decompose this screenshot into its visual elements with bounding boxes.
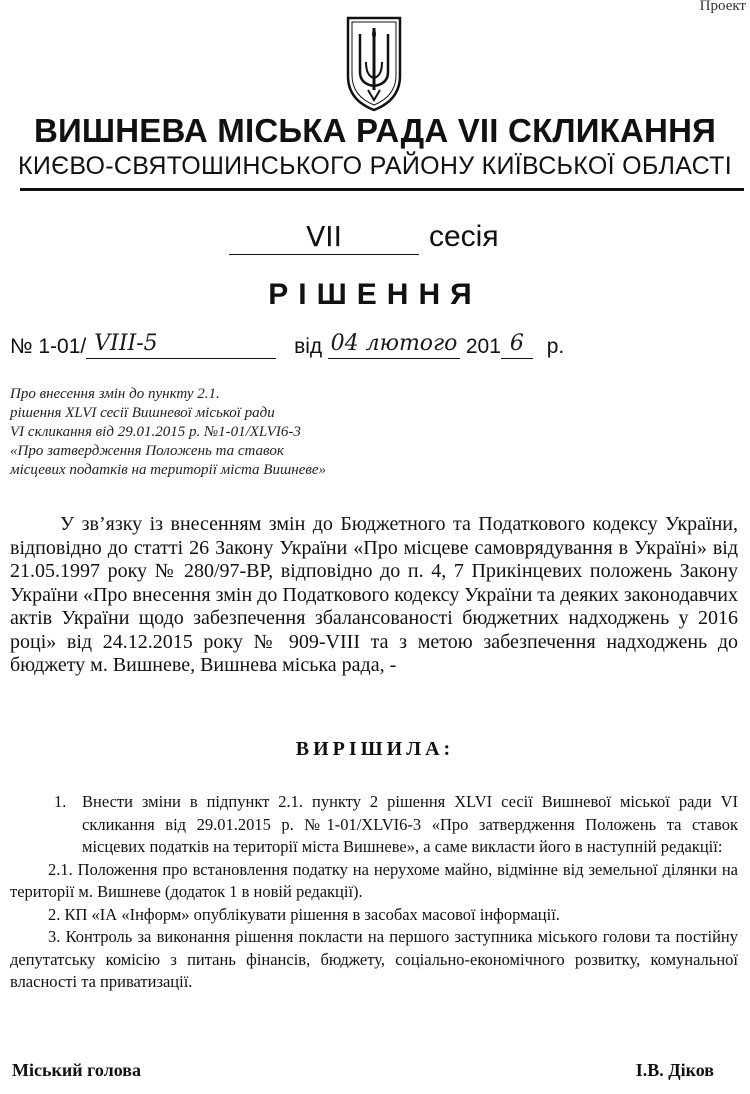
- resolved-heading: ВИРІШИЛА:: [295, 738, 455, 760]
- signatory-name: І.В. Діков: [635, 1060, 714, 1080]
- year-suffix: р.: [546, 335, 565, 358]
- header-divider: [20, 188, 744, 191]
- resolution-item-3: 3. Контроль за виконання рішення покласти на першого заступника міського голови та постійну депутатську комісію з питань фінансів, бюджету, соціально-економічного розвитку, комунальної власності та приватизації.: [10, 927, 738, 991]
- decision-number-line: [10, 330, 564, 359]
- session-label: сесія: [429, 220, 499, 253]
- date-prefix: від: [294, 335, 323, 358]
- decision-subject: [10, 385, 440, 480]
- decision-number-value: VIII-5: [86, 330, 276, 359]
- session-line: [229, 220, 499, 260]
- draft-label: Проект: [699, 0, 746, 14]
- preamble-text: У зв’язку із внесенням змін до Бюджетного та Податкового кодексу України, відповідно до статті 26 Закону України «Про місцеве самоврядування в Україні» від 21.05.1997 року № 280/97-ВР, відповідно до п. 4, 7 Прикінцевих положень Закону України «Про внесення змін до Податкового кодексу України та деяких законодавчих актів України щодо забезпечення збалансованості бюджетних надходжень у 2016 році» від 24.12.2015 року № 909-VIII та з метою забезпечення надходжень до бюджету м. Вишневе, Вишнева міська рада, -: [10, 513, 738, 676]
- resolution-item-2-1: 2.1. Положення про встановлення податку на нерухоме майно, відмінне від земельної ділянки на території м. Вишневе (додаток 1 в новій редакції).: [10, 859, 738, 901]
- year-prefix: 201: [465, 335, 501, 358]
- decision-title: РІШЕННЯ: [268, 278, 482, 311]
- decision-date-value: 04 лютого: [328, 330, 460, 359]
- year-digit: 6: [501, 330, 533, 359]
- subject-line: рішення XLVI сесії Вишневої міської ради: [10, 405, 275, 421]
- preamble-paragraph: [10, 513, 738, 678]
- signature-block: [12, 1060, 714, 1081]
- session-number: VII: [229, 220, 419, 255]
- number-prefix: № 1-01/: [10, 335, 87, 358]
- trident-emblem-icon: [344, 14, 404, 114]
- council-subtitle: КИЄВО-СВЯТОШИНСЬКОГО РАЙОНУ КИЇВСЬКОЇ ОБЛАСТІ: [17, 152, 732, 180]
- item-text: Внести зміни в підпункт 2.1. пункту 2 рішення XLVI сесії Вишневої міської ради VI скликання від 29.01.2015 р. №1-01/XLVI6-3 «Про затвердження Положень та ставок місцевих податків на території міста Вишневе», а саме викласти його в наступній редакції:: [82, 792, 738, 856]
- subject-line: місцевих податків на території міста Вишневе»: [10, 462, 327, 478]
- subject-line: VI скликання від 29.01.2015 р. №1-01/XLVI6-3: [10, 424, 301, 440]
- subject-line: Про внесення змін до пункту 2.1.: [10, 386, 220, 402]
- resolution-items: [10, 791, 738, 994]
- council-title: ВИШНЕВА МІСЬКА РАДА VII СКЛИКАННЯ: [33, 112, 717, 149]
- resolution-item-2: 2. КП «ІА «Інформ» опублікувати рішення в засобах масової інформації.: [48, 904, 560, 924]
- resolution-item-1: [10, 791, 738, 859]
- item-number: 1.: [54, 792, 67, 811]
- signatory-position: Міський голова: [12, 1060, 141, 1080]
- subject-line: «Про затвердження Положень та ставок: [10, 443, 284, 459]
